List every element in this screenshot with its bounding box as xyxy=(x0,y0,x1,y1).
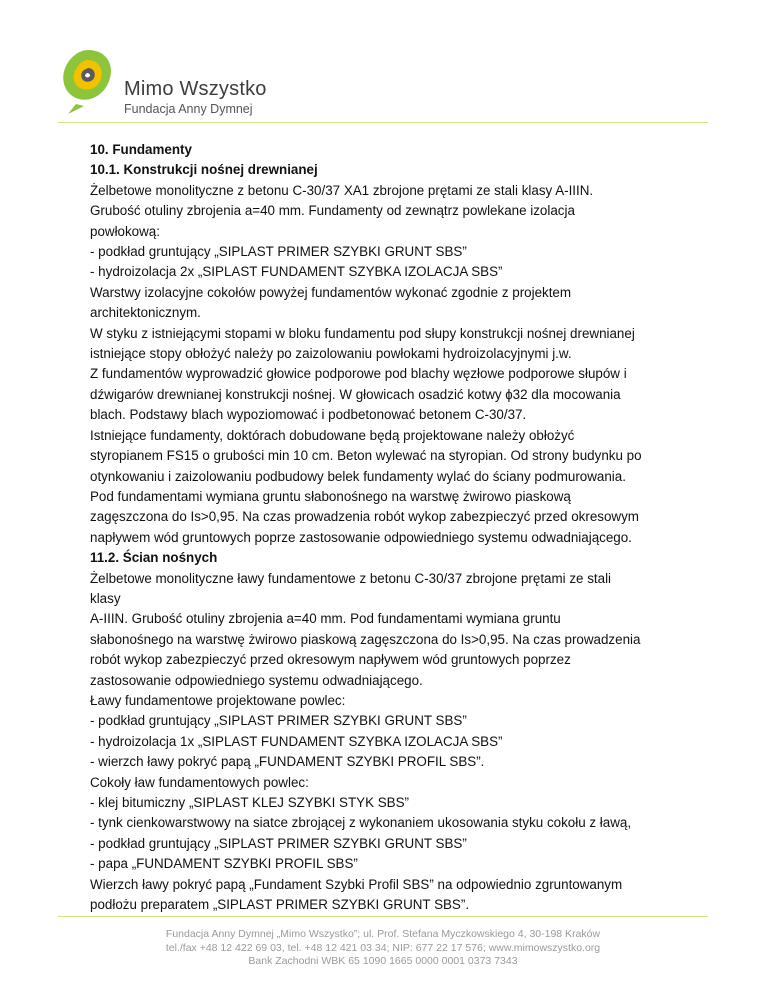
text-line: otynkowaniu i zaizolowaniu podbudowy belek fundamenty wylać do ściany podmurowania. xyxy=(90,468,626,484)
text-line: Grubość otuliny zbrojenia a=40 mm. Fundamenty od zewnątrz powlekane izolacja xyxy=(90,203,575,219)
footer-contact: tel./fax +48 12 422 69 03, tel. +48 12 421 03 34; NIP: 677 22 17 576; www.mimowszystko.org xyxy=(165,941,601,954)
text-line: Warstwy izolacyjne cokołów powyżej fundamentów wykonać zgodnie z projektem xyxy=(90,284,572,300)
brand-name: Mimo Wszystko xyxy=(124,78,267,100)
text-line: - hydroizolacja 1x „SIPLAST FUNDAMENT SZYBKA IZOLACJA SBS” xyxy=(90,733,503,749)
footer-divider xyxy=(58,916,708,917)
header-divider xyxy=(58,122,708,123)
text-line: dźwigarów drewnianej konstrukcji nośnej. W głowicach osadzić kotwy ɸ32 dla mocowania xyxy=(90,386,621,402)
text-line: - papa „FUNDAMENT SZYBKI PROFIL SBS” xyxy=(90,856,358,872)
text-line: napływem wód gruntowych poprze zastosowanie odpowiedniego systemu odwadniającego. xyxy=(90,529,632,545)
letterhead xyxy=(58,44,708,124)
text-line: W styku z istniejącymi stopami w bloku fundamentu pod słupy konstrukcji nośnej drewnianej xyxy=(90,325,635,341)
text-line: powłokową: xyxy=(90,223,160,239)
text-line: słabonośnego na warstwę żwirowo piaskową zagęszczona do Is>0,95. Na czas prowadzenia xyxy=(90,631,641,647)
text-line: styropianem FS15 o grubości min 10 cm. Beton wylewać na styropian. Od strony budynku po xyxy=(90,448,642,464)
document-body xyxy=(90,140,696,915)
foundation-logo-icon xyxy=(58,44,118,114)
section-heading: 10. Fundamenty xyxy=(90,142,192,157)
text-line: Istniejące fundamenty, doktórach dobudowane będą projektowane należy obłożyć xyxy=(90,427,575,443)
text-line: architektonicznym. xyxy=(90,305,201,321)
footer-address: Fundacja Anny Dymnej „Mimo Wszystko”; ul. Prof. Stefana Myczkowskiego 4, 30-198 Kraków xyxy=(165,928,601,940)
footer xyxy=(58,928,708,969)
text-line: zastosowanie odpowiedniego systemu odwadniającego. xyxy=(90,672,423,688)
text-line: - podkład gruntujący „SIPLAST PRIMER SZYBKI GRUNT SBS” xyxy=(90,244,467,260)
text-line: Z fundamentów wyprowadzić głowice podporowe pod blachy węzłowe podporowe słupów i xyxy=(90,366,627,382)
text-line: - hydroizolacja 2x „SIPLAST FUNDAMENT SZYBKA IZOLACJA SBS” xyxy=(90,264,503,280)
text-line: klasy xyxy=(90,590,121,606)
text-line: - podkład gruntujący „SIPLAST PRIMER SZYBKI GRUNT SBS” xyxy=(90,713,467,729)
text-line: Ławy fundamentowe projektowane powlec: xyxy=(90,692,346,708)
text-line: - klej bitumiczny „SIPLAST KLEJ SZYBKI STYK SBS” xyxy=(90,795,409,810)
text-line: zagęszczona do Is>0,95. Na czas prowadzenia robót wykop zabezpieczyć przed okresowym xyxy=(90,509,639,525)
footer-bank: Bank Zachodni WBK 65 1090 1665 0000 0001 0373 7343 xyxy=(248,955,518,967)
section-heading: 11.2. Ścian nośnych xyxy=(90,550,218,566)
text-line: Wierzch ławy pokryć papą „Fundament Szybki Profil SBS” na odpowiednio zgruntowanym xyxy=(90,876,623,892)
text-line: - tynk cienkowarstwowy na siatce zbrojącej z wykonaniem ukosowania styku cokołu z ławą, xyxy=(90,815,632,831)
text-line: istniejące stopy obłożyć należy po zaizolowaniu powłokami hydroizolacyjnymi j.w. xyxy=(90,346,572,362)
text-line: robót wykop zabezpieczyć przed okresowym napływem wód gruntowych poprzez xyxy=(90,652,571,668)
section-heading: 10.1. Konstrukcji nośnej drewnianej xyxy=(90,162,318,178)
text-line: podłożu preparatem „SIPLAST PRIMER SZYBKI GRUNT SBS”. xyxy=(90,897,470,913)
text-line: Pod fundamentami wymiana gruntu słabonośnego na warstwę żwirowo piaskową xyxy=(90,488,571,504)
text-line: - wierzch ławy pokryć papą „FUNDAMENT SZYBKI PROFIL SBS”. xyxy=(90,754,485,770)
text-line: blach. Podstawy blach wypoziomować i podbetonować betonem C-30/37. xyxy=(90,407,527,423)
text-line: Żelbetowe monolityczne z betonu C-30/37 XA1 zbrojone prętami ze stali klasy A-IIIN. xyxy=(90,182,594,198)
text-line: - podkład gruntujący „SIPLAST PRIMER SZYBKI GRUNT SBS” xyxy=(90,835,467,851)
text-line: A-IIIN. Grubość otuliny zbrojenia a=40 mm. Pod fundamentami wymiana gruntu xyxy=(90,611,561,627)
text-line: Cokoły ław fundamentowych powlec: xyxy=(90,774,309,790)
brand-subtitle: Fundacja Anny Dymnej xyxy=(124,102,253,116)
text-line: Żelbetowe monolityczne ławy fundamentowe z betonu C-30/37 zbrojone prętami ze stali xyxy=(90,570,612,586)
